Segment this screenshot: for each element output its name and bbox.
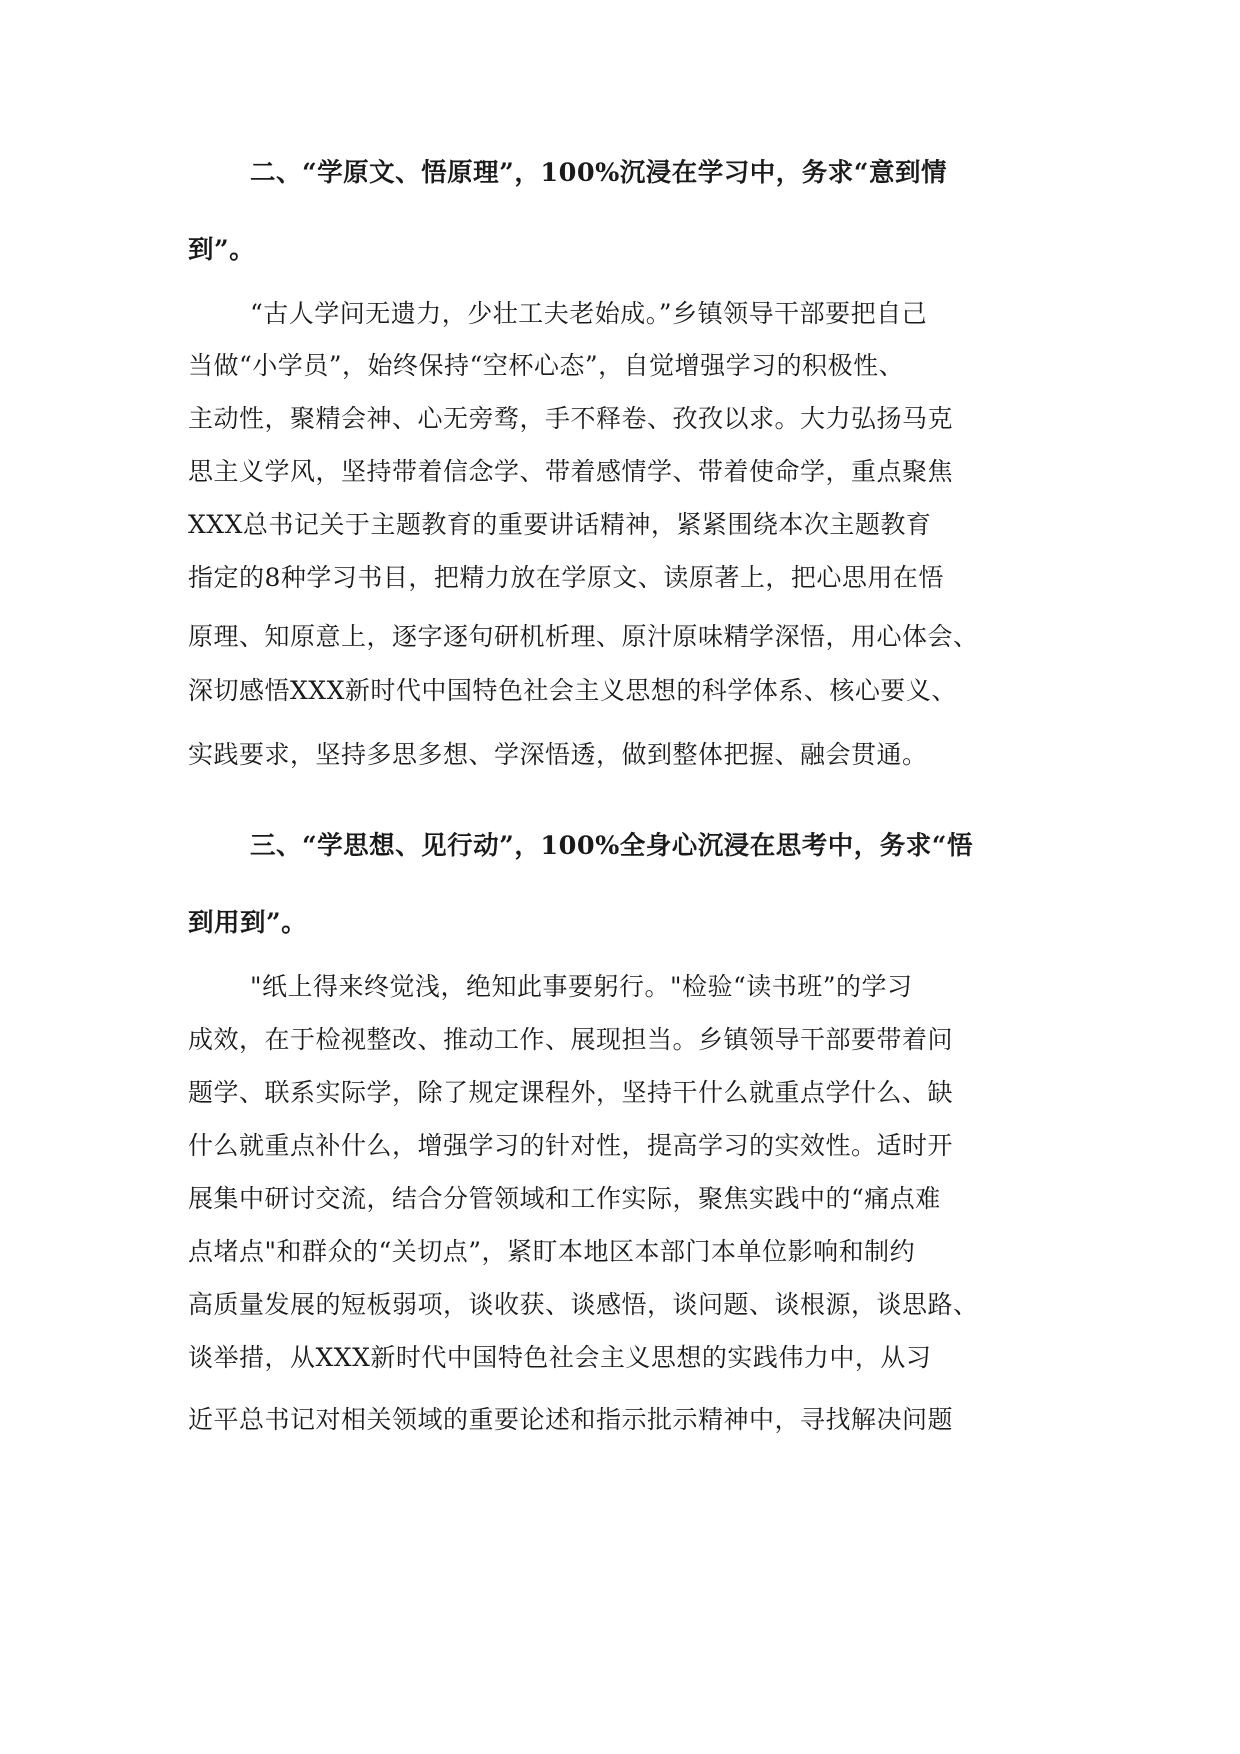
section-2-heading-line-2: 到”。	[188, 235, 256, 265]
section-3-heading-line-2: 到用到”。	[188, 908, 308, 938]
section-2-paragraph-line: 当做“小学员”，始终保持“空杯心态”，自觉增强学习的积极性、	[188, 351, 905, 380]
section-2-paragraph-line: 实践要求，坚持多思多想、学深悟透，做到整体把握、融会贯通。	[188, 740, 928, 769]
section-3-heading-line-1: 三、“学思想、见行动”，100%全身心沉浸在思考中，务求“悟	[250, 831, 973, 861]
section-3-paragraph-line: 近平总书记对相关领域的重要论述和指示批示精神中，寻找解决问题	[188, 1405, 954, 1434]
section-3-paragraph-line: "纸上得来终觉浅，绝知此事要躬行。"检验“读书班”的学习	[250, 972, 913, 1001]
section-3-paragraph-line: 成效，在于检视整改、推动工作、展现担当。乡镇领导干部要带着问	[188, 1025, 954, 1054]
section-2-paragraph-line: 原理、知原意上，逐字逐句研机析理、原汁原味精学深悟，用心体会、	[188, 622, 979, 651]
section-3-paragraph-line: 点堵点"和群众的“关切点”，紧盯本地区本部门本单位影响和制约	[188, 1237, 916, 1266]
section-3-paragraph-line: 高质量发展的短板弱项，谈收获、谈感悟，谈问题、谈根源，谈思路、	[188, 1290, 979, 1319]
section-3-paragraph-line: 什么就重点补什么，增强学习的针对性，提高学习的实效性。适时开	[188, 1131, 954, 1160]
section-3-paragraph-line: 题学、联系实际学，除了规定课程外，坚持干什么就重点学什么、缺	[188, 1078, 954, 1107]
section-2-heading-line-1: 二、“学原文、悟原理”，100%沉浸在学习中，务求“意到情	[250, 158, 947, 188]
section-2-paragraph-line: 思主义学风，坚持带着信念学、带着感情学、带着使命学，重点聚焦	[188, 457, 954, 486]
section-3-paragraph-line: 展集中研讨交流，结合分管领域和工作实际，聚焦实践中的“痛点难	[188, 1184, 941, 1213]
section-2-paragraph-line: 主动性，聚精会神、心无旁骛，手不释卷、孜孜以求。大力弘扬马克	[188, 404, 954, 433]
section-2-paragraph-line: 指定的8种学习书目，把精力放在学原文、读原著上，把心思用在悟	[188, 563, 944, 592]
section-2-paragraph-line: “古人学问无遗力，少壮工夫老始成。”乡镇领导干部要把自己	[250, 299, 928, 328]
section-2-paragraph-line: XXX总书记关于主题教育的重要讲话精神，紧紧围绕本次主题教育	[188, 510, 932, 539]
section-3-paragraph-line: 谈举措，从XXX新时代中国特色社会主义思想的实践伟力中，从习	[188, 1343, 932, 1372]
section-2-paragraph-line: 深切感悟XXX新时代中国特色社会主义思想的科学体系、核心要义、	[188, 676, 957, 705]
